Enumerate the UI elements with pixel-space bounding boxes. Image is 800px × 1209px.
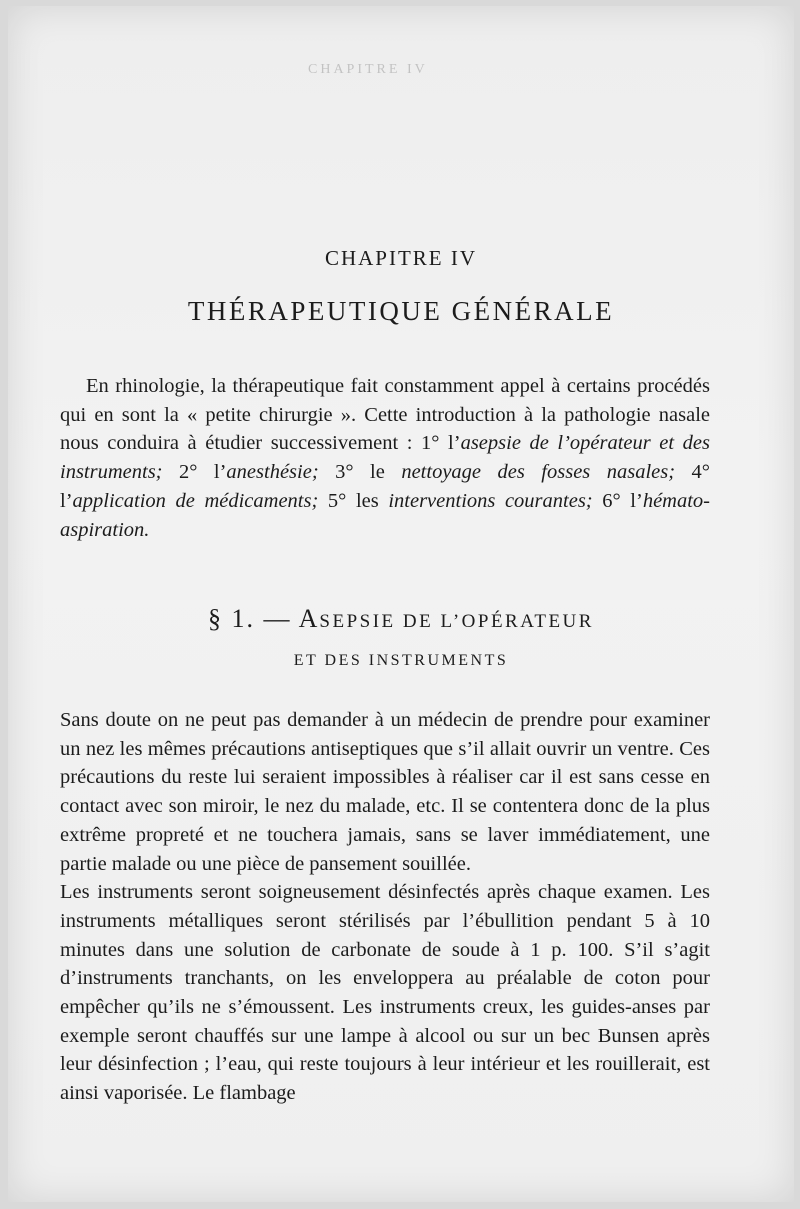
item-asepsie: asepsie de l’opérateur et des instruments;	[60, 432, 710, 484]
item-application: application de médicaments;	[72, 489, 319, 512]
chapter-label: CHAPITRE IV	[324, 246, 478, 270]
item-interventions: interventions courantes;	[388, 489, 593, 512]
item-number-6: 6°	[592, 489, 621, 512]
item-number-2: 2°	[162, 461, 198, 484]
item-article-5: les	[346, 489, 389, 512]
section-title-rest: SEPSIE DE L’OPÉRATEUR	[319, 611, 594, 632]
item-number-3: 3°	[318, 461, 354, 484]
intro-paragraph	[60, 372, 710, 544]
section-body	[60, 706, 710, 1108]
section-subtitle: ET DES INSTRUMENTS	[293, 652, 509, 669]
item-number-1: 1°	[421, 432, 440, 455]
book-page	[8, 6, 794, 1202]
chapter-title: THÉRAPEUTIQUE GÉNÉRALE	[187, 296, 615, 326]
item-number-5: 5°	[318, 489, 347, 512]
intro-text: En rhinologie, la thérapeutique fait constamment appel à certains procédés qui en sont la « petite chirurgie ». Cette introduction à la pathologie nasale nous conduira à étudier successivement :	[60, 375, 710, 455]
item-article-3: le	[353, 461, 402, 484]
item-anesthesie: anesthésie;	[226, 461, 319, 484]
section-number: § 1.	[208, 604, 256, 633]
item-article-4: l’	[60, 489, 73, 512]
body-paragraph-2: Les instruments seront soigneusement désinfectés après chaque examen. Les instruments métalliques seront stérilisés par l’ébullition pendant 5 à 10 minutes dans une solution de carbonate de soude à 1 p. 100. S’il s’agit d’instruments tranchants, on les enveloppera au préalable de coton pour empêcher qu’ils ne s’émoussent. Les instruments creux, les guides-anses par exemple seront chauffés sur une lampe à alcool ou sur un bec Bunsen après leur désinfection ; l’eau, qui reste toujours à leur intérieur et les rouillerait, est ainsi vaporisée. Le flambage	[60, 881, 710, 1105]
body-paragraph-1: Sans doute on ne peut pas demander à un médecin de prendre pour examiner un nez les mêmes précautions antiseptiques que s’il allait ouvrir un ventre. Ces précautions du reste lui seraient impossibles à réaliser car il est sans cesse en contact avec son miroir, le nez du malade, etc. Il se contentera donc de la plus extrême propreté et ne touchera jamais, sans se laver immédiatement, une partie malade ou une pièce de pansement souillée.	[60, 709, 710, 875]
item-nettoyage: nettoyage des fosses nasales;	[401, 461, 676, 484]
show-through-running-head: CHAPITRE IV	[308, 62, 428, 77]
item-number-4: 4°	[675, 461, 710, 484]
section-dash: —	[255, 604, 299, 633]
section-title-initial: A	[298, 604, 320, 633]
section-heading	[8, 604, 794, 634]
item-article-2: l’	[197, 461, 227, 484]
item-hemato-aspiration: hémato-aspiration.	[60, 489, 710, 541]
item-article-1: l’	[439, 432, 461, 455]
item-article-6: l’	[620, 489, 643, 512]
